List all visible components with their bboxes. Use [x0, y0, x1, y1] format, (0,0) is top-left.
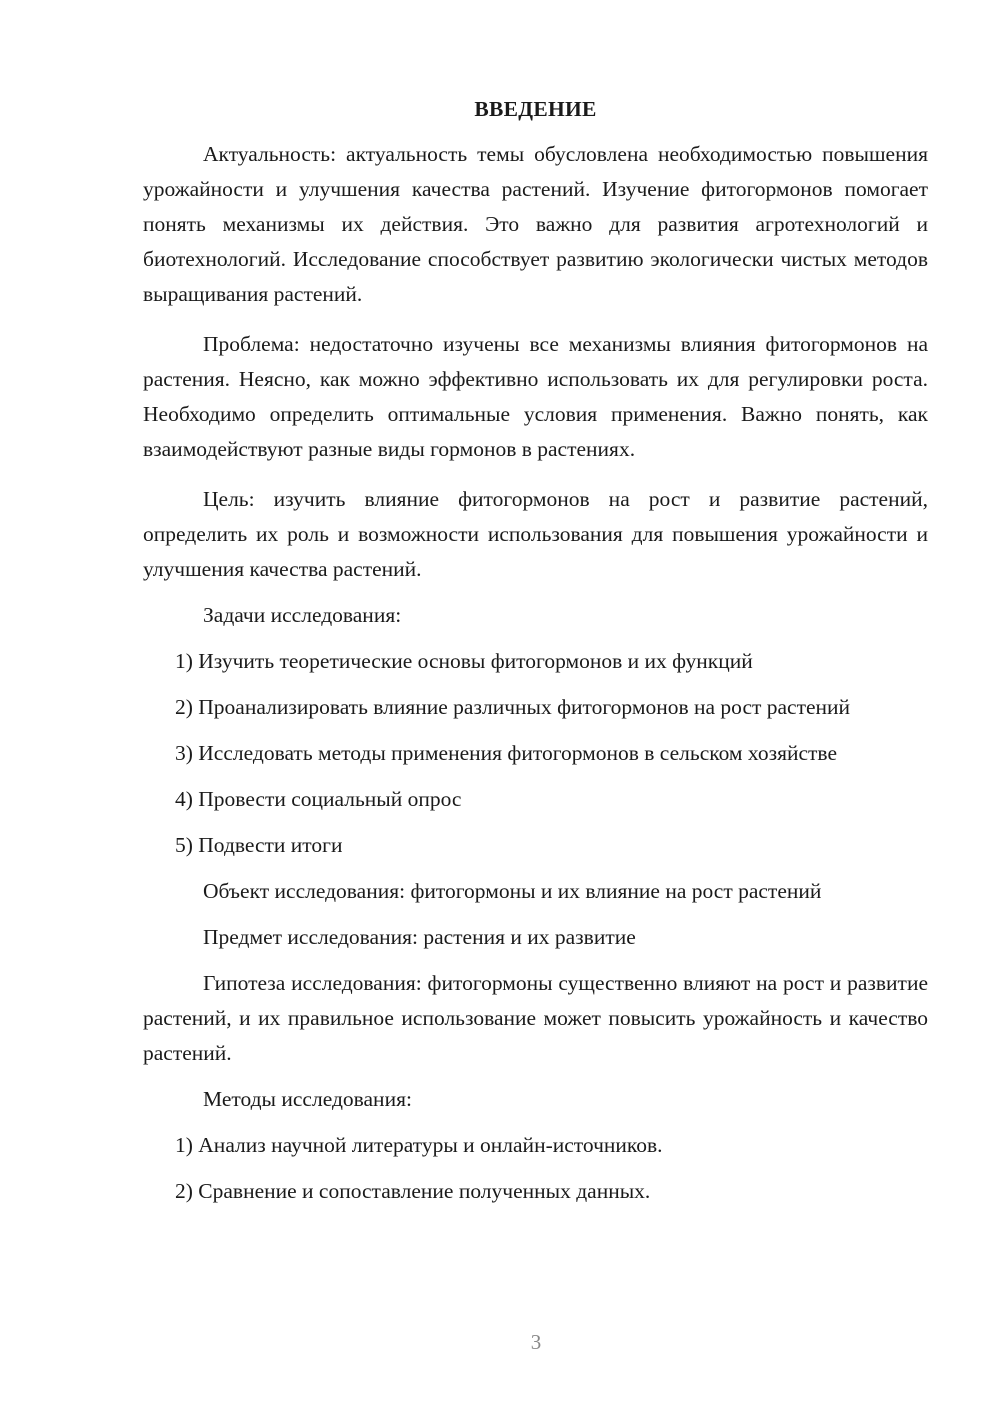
task-item: 1) Изучить теоретические основы фитогормонов и их функций — [175, 649, 753, 673]
page-number: 3 — [530, 1330, 542, 1354]
method-item: 1) Анализ научной литературы и онлайн-источников. — [175, 1133, 663, 1157]
relevance-paragraph: Актуальность: актуальность темы обусловлена необходимостью повышения урожайности и улучшения качества растений. Изучение фитогормонов помогает понять механизмы их действия. Это важно для развития агротехнологий и биотехнологий. Исследование способствует развитию экологически чистых методов выращивания растений. — [143, 142, 928, 306]
task-item: 2) Проанализировать влияние различных фитогормонов на рост растений — [175, 695, 851, 719]
object-paragraph: Объект исследования: фитогормоны и их влияние на рост растений — [203, 879, 822, 903]
goal-paragraph: Цель: изучить влияние фитогормонов на рост и развитие растений, определить их роль и возможности использования для повышения урожайности и улучшения качества растений. — [143, 487, 928, 581]
page-title: ВВЕДЕНИЕ — [474, 97, 597, 121]
task-item: 5) Подвести итоги — [175, 833, 343, 857]
task-item: 4) Провести социальный опрос — [175, 787, 462, 811]
subject-paragraph: Предмет исследования: растения и их развитие — [203, 925, 636, 949]
problem-paragraph: Проблема: недостаточно изучены все механизмы влияния фитогормонов на растения. Неясно, как можно эффективно использовать их для регулировки роста. Необходимо определить оптимальные условия применения. Важно понять, как взаимодействуют разные виды гормонов в растениях. — [143, 332, 928, 461]
page-content — [143, 92, 928, 1209]
method-item: 2) Сравнение и сопоставление полученных данных. — [175, 1179, 651, 1203]
hypothesis-paragraph: Гипотеза исследования: фитогормоны существенно влияют на рост и развитие растений, и их правильное использование может повысить урожайность и качество растений. — [143, 971, 928, 1065]
tasks-heading: Задачи исследования: — [203, 603, 402, 627]
task-item: 3) Исследовать методы применения фитогормонов в сельском хозяйстве — [175, 741, 837, 765]
methods-heading: Методы исследования: — [203, 1087, 412, 1111]
